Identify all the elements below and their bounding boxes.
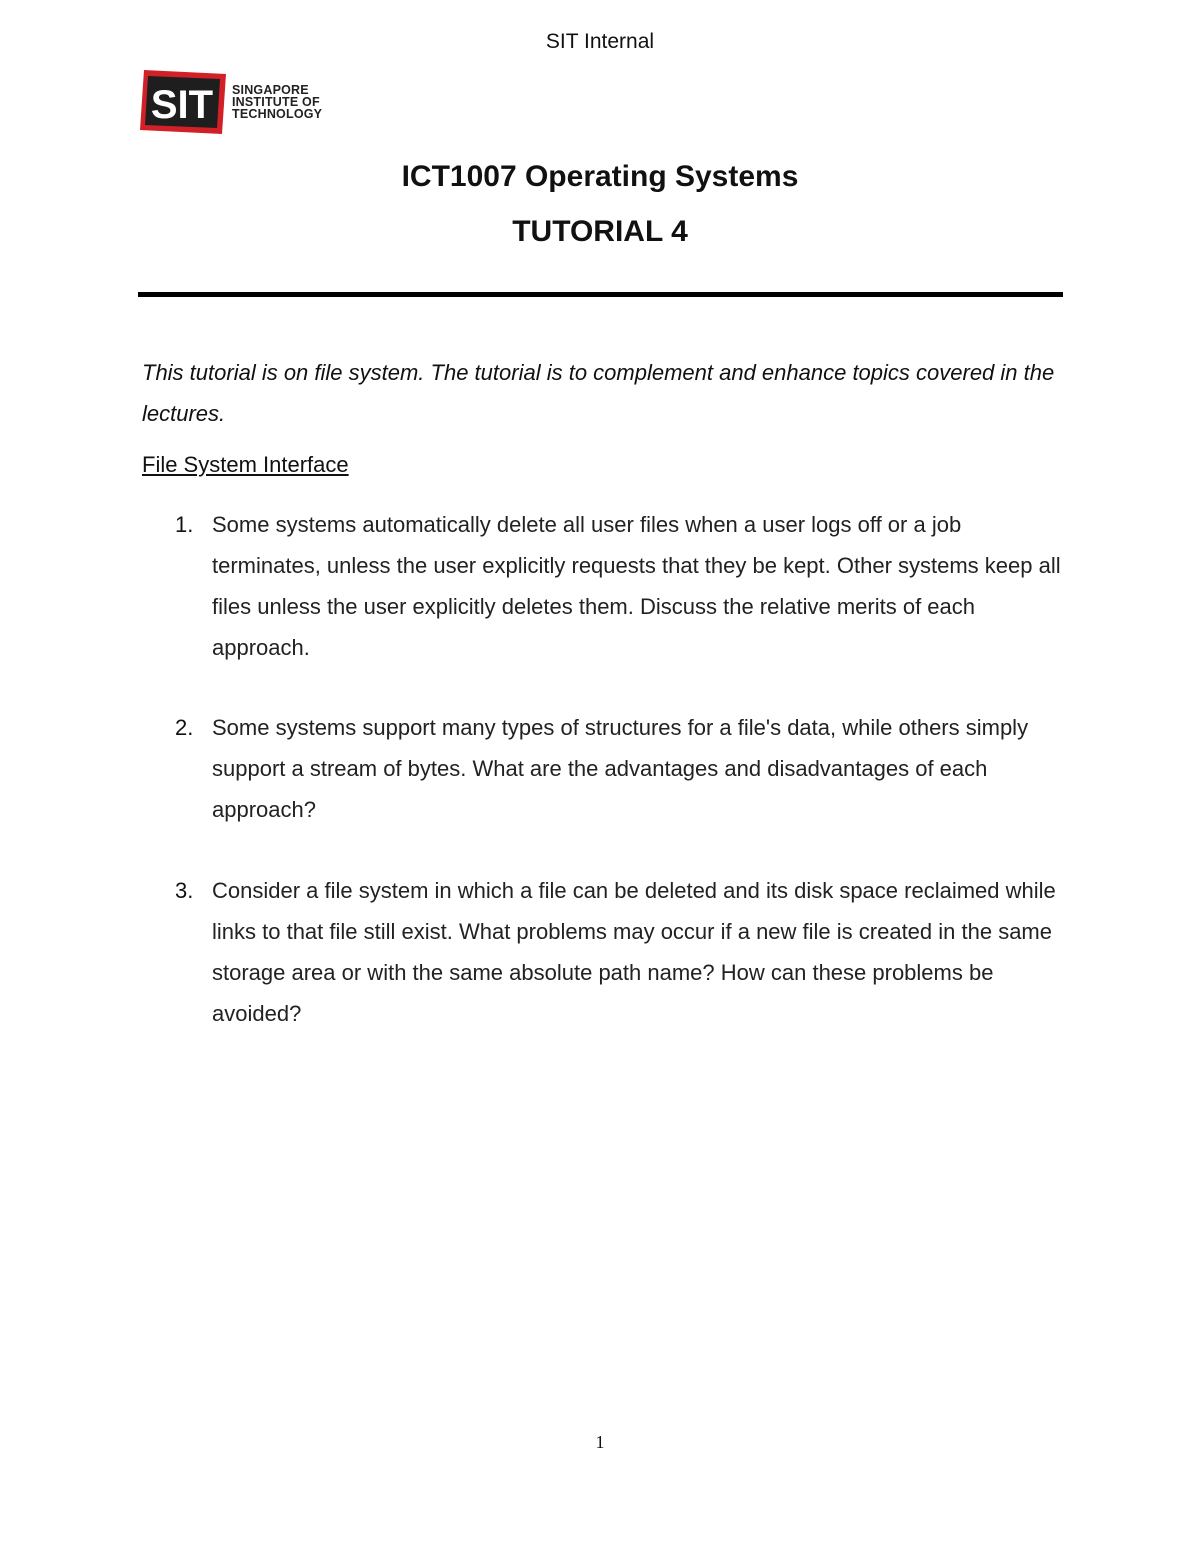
question-number: 1. — [175, 512, 194, 537]
title-divider — [138, 292, 1063, 297]
header-label: SIT Internal — [545, 30, 655, 53]
logo-line-3: TECHNOLOGY — [232, 107, 323, 121]
sit-logo — [140, 68, 340, 140]
question-number: 2. — [175, 715, 194, 740]
logo-line-1: SINGAPORE — [232, 83, 309, 97]
tutorial-title: TUTORIAL 4 — [512, 215, 688, 248]
course-title: ICT1007 Operating Systems — [401, 160, 799, 193]
question-number: 3. — [175, 878, 194, 903]
page-number: 1 — [595, 1432, 605, 1452]
logo-mark-text: SIT — [150, 83, 214, 127]
logo-line-2: INSTITUTE OF — [232, 95, 320, 109]
question-text: Some systems support many types of structures for a file's data, while others simply support a stream of bytes. What are the advantages and disadvantages of each approach? — [212, 715, 1029, 822]
section-heading: File System Interface — [142, 452, 349, 477]
question-text: Some systems automatically delete all user files when a user logs off or a job terminates, unless the user explicitly requests that they be kept. Other systems keep all files unless the user explicitly deletes them. Discuss the relative merits of each approach. — [212, 512, 1061, 660]
sit-logo-mark — [140, 68, 226, 136]
question-text: Consider a file system in which a file can be deleted and its disk space reclaimed while links to that file still exist. What problems may occur if a new file is created in the same storage area or with the same absolute path name? How can these problems be avoided? — [212, 878, 1056, 1026]
logo-wordmark — [232, 84, 322, 120]
intro-paragraph: This tutorial is on file system. The tutorial is to complement and enhance topics covered in the lectures. — [142, 360, 1055, 426]
